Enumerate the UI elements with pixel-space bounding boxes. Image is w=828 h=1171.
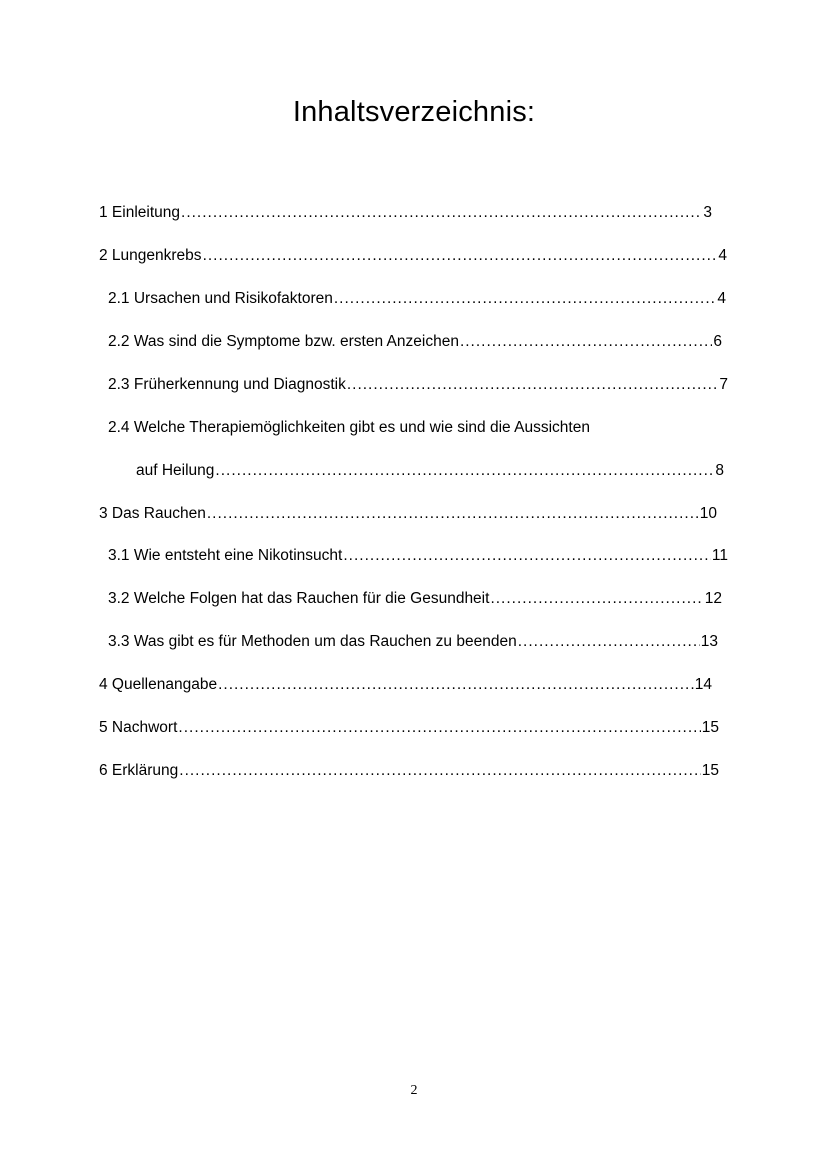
toc-entry-page: 12 bbox=[704, 590, 722, 607]
toc-entry-2-1[interactable] bbox=[108, 289, 726, 309]
toc-leader-dots bbox=[460, 332, 712, 352]
toc-leader-dots bbox=[490, 589, 703, 609]
toc-leader-dots bbox=[518, 632, 700, 652]
toc-entry-3-3[interactable] bbox=[108, 632, 718, 652]
toc-entry-2-3[interactable] bbox=[108, 375, 728, 395]
toc-entry-3-2[interactable] bbox=[108, 589, 722, 609]
toc-leader-dots bbox=[215, 461, 714, 481]
toc-leader-dots bbox=[203, 246, 718, 266]
toc-entry-page: 11 bbox=[711, 547, 728, 564]
toc-leader-dots bbox=[343, 546, 711, 566]
toc-entry-3[interactable] bbox=[99, 504, 717, 524]
toc-leader-dots bbox=[181, 203, 702, 223]
toc-entry-text: 6 Erklärung bbox=[99, 762, 179, 779]
toc-entry-2-4[interactable] bbox=[108, 418, 590, 438]
toc-entry-page: 7 bbox=[719, 376, 728, 393]
toc-entry-page: 3 bbox=[703, 204, 712, 221]
toc-entry-1[interactable] bbox=[99, 203, 712, 223]
toc-entry-2-2[interactable] bbox=[108, 332, 722, 352]
toc-entry-text: 2 Lungenkrebs bbox=[99, 247, 202, 264]
toc-leader-dots bbox=[178, 718, 700, 738]
toc-entry-text: 3.3 Was gibt es für Methoden um das Rauchen zu beenden bbox=[108, 633, 517, 650]
toc-entry-4[interactable] bbox=[99, 675, 712, 695]
toc-entry-page: 15 bbox=[701, 719, 719, 736]
toc-entry-text: 2.4 Welche Therapiemöglichkeiten gibt es und wie sind die Aussichten bbox=[108, 419, 590, 436]
toc-entry-text: 2.1 Ursachen und Risikofaktoren bbox=[108, 290, 333, 307]
toc-entry-page: 14 bbox=[694, 676, 712, 693]
toc-entry-text: 4 Quellenangabe bbox=[99, 676, 218, 693]
toc-entry-2-4-continuation[interactable] bbox=[136, 461, 724, 481]
toc-entry-page: 6 bbox=[713, 333, 722, 350]
toc-entry-text: 1 Einleitung bbox=[99, 204, 181, 221]
toc-leader-dots bbox=[218, 675, 694, 695]
toc-entry-5[interactable] bbox=[99, 718, 719, 738]
page-title: Inhaltsverzeichnis: bbox=[292, 96, 536, 128]
toc-entry-text: auf Heilung bbox=[136, 462, 215, 479]
toc-entry-text: 3.1 Wie entsteht eine Nikotinsucht bbox=[108, 547, 343, 564]
toc-leader-dots bbox=[207, 504, 699, 524]
toc-entry-page: 10 bbox=[699, 505, 717, 522]
toc-entry-page: 4 bbox=[717, 290, 726, 307]
toc-entry-2[interactable] bbox=[99, 246, 727, 266]
toc-leader-dots bbox=[179, 761, 700, 781]
toc-leader-dots bbox=[334, 289, 717, 309]
toc-entry-text: 2.2 Was sind die Symptome bzw. ersten Anzeichen bbox=[108, 333, 459, 350]
toc-entry-text: 2.3 Früherkennung und Diagnostik bbox=[108, 376, 346, 393]
toc-entry-6[interactable] bbox=[99, 761, 719, 781]
page-number: 2 bbox=[410, 1083, 418, 1098]
toc-entry-page: 13 bbox=[700, 633, 718, 650]
toc-entry-text: 3.2 Welche Folgen hat das Rauchen für die Gesundheit bbox=[108, 590, 490, 607]
toc-entry-page: 4 bbox=[718, 247, 727, 264]
toc-entry-page: 15 bbox=[701, 762, 719, 779]
toc-leader-dots bbox=[347, 375, 719, 395]
toc-entry-page: 8 bbox=[715, 462, 724, 479]
toc-entry-text: 3 Das Rauchen bbox=[99, 505, 206, 522]
toc-entry-text: 5 Nachwort bbox=[99, 719, 178, 736]
toc-entry-3-1[interactable] bbox=[108, 546, 728, 566]
